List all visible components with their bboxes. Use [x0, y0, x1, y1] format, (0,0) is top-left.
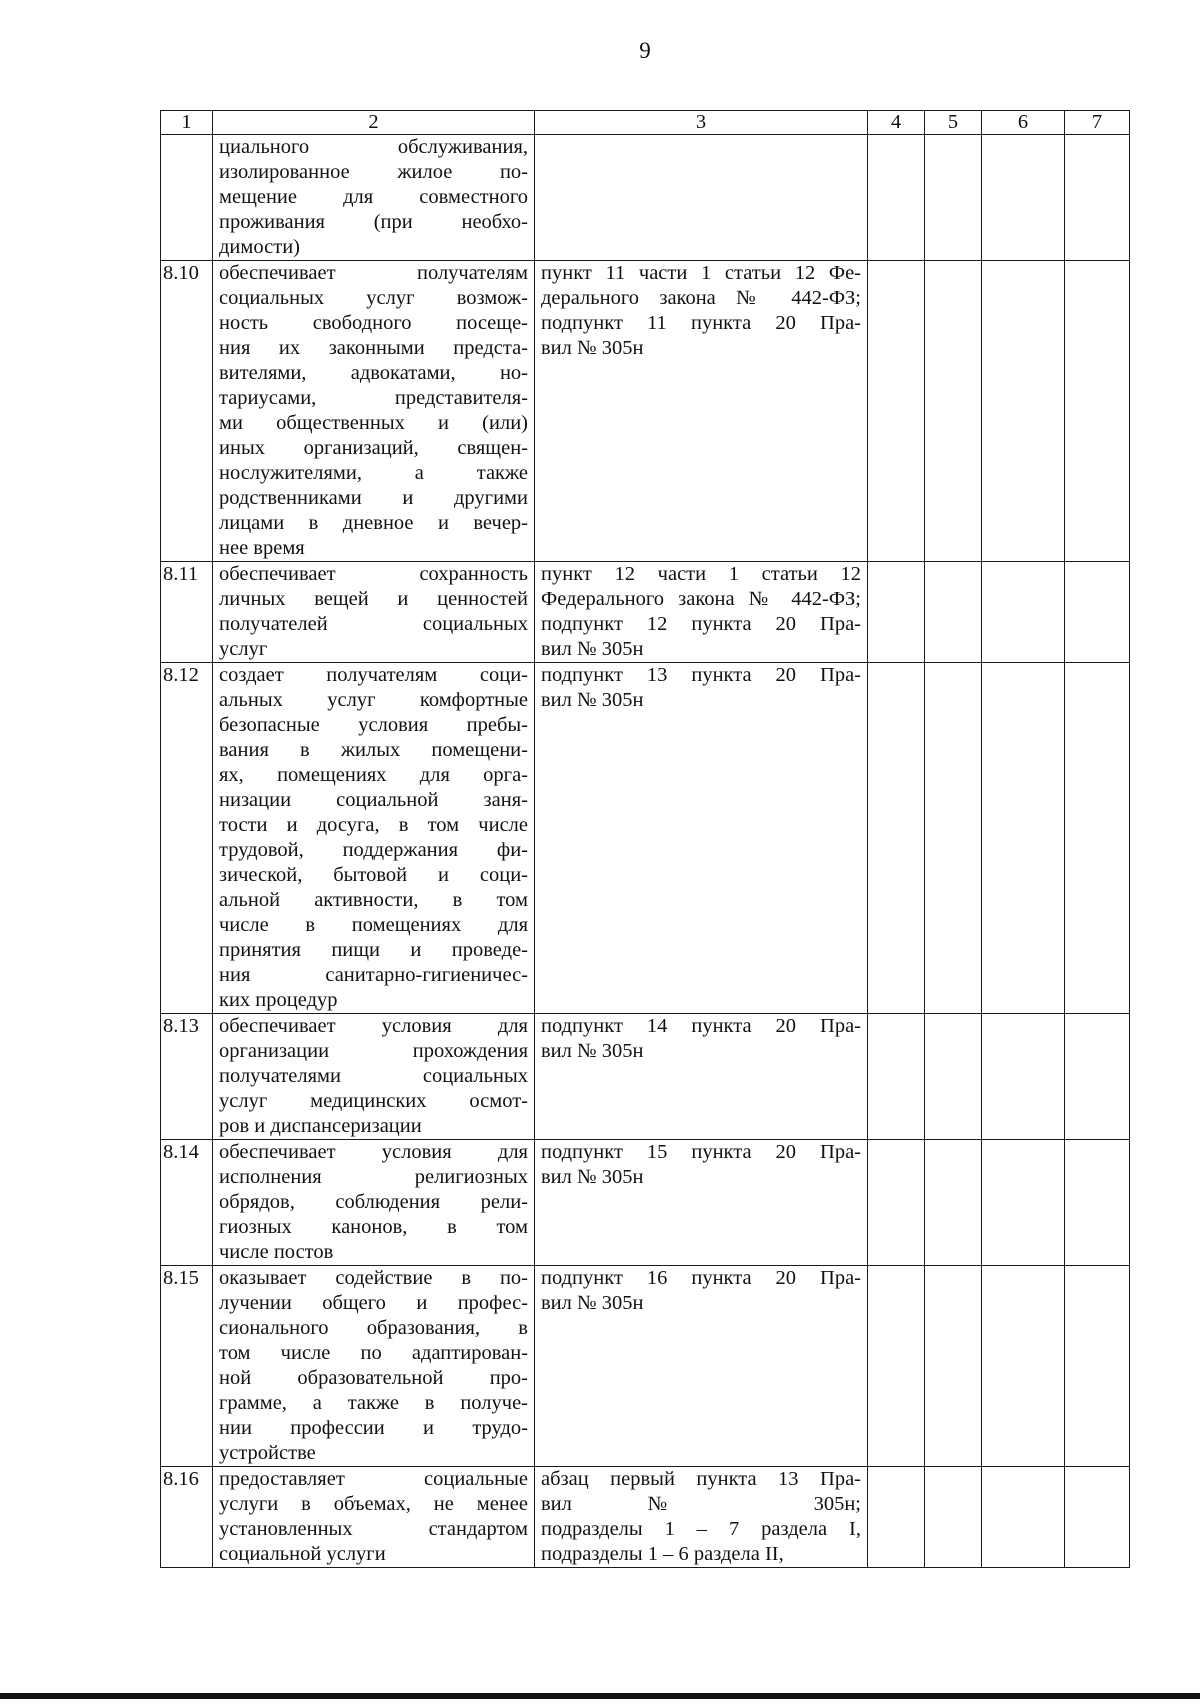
empty-cell-col-6: [982, 1014, 1065, 1140]
reference-line: подпункт 15 пункта 20 Пра-: [541, 1141, 861, 1163]
description-line: альных услуг комфортные: [219, 689, 528, 711]
empty-cell-col-7: [1065, 1014, 1130, 1140]
description-line: создает получателям соци-: [219, 664, 528, 686]
column-header: 1: [161, 111, 213, 135]
reference-line: подпункт 12 пункта 20 Пра-: [541, 613, 861, 635]
description-line: получателями социальных: [219, 1065, 528, 1087]
reference-line: подпункт 14 пункта 20 Пра-: [541, 1015, 861, 1037]
description-line: личных вещей и ценностей: [219, 588, 528, 610]
description-line: трудовой, поддержания фи-: [219, 839, 528, 861]
description-line: ность свободного посеще-: [219, 312, 528, 334]
requirement-description-cell: [213, 562, 535, 663]
empty-cell-col-4: [868, 135, 925, 261]
empty-cell-col-4: [868, 261, 925, 562]
empty-cell-col-7: [1065, 663, 1130, 1014]
description-line: нослужителями, а также: [219, 462, 528, 484]
empty-cell-col-6: [982, 135, 1065, 261]
row-number-cell: 8.11: [161, 562, 213, 663]
row-number-cell: 8.16: [161, 1467, 213, 1568]
description-line: обеспечивает условия для: [219, 1015, 528, 1037]
description-line: вания в жилых помещени-: [219, 739, 528, 761]
row-number-cell: 8.14: [161, 1140, 213, 1266]
empty-cell-col-6: [982, 1266, 1065, 1467]
empty-cell-col-5: [925, 1266, 982, 1467]
column-header: 5: [925, 111, 982, 135]
description-line: ния их законными предста-: [219, 337, 528, 359]
empty-cell-col-4: [868, 1467, 925, 1568]
reference-line: Федерального закона № 442-ФЗ;: [541, 588, 861, 610]
reference-line: дерального закона № 442-ФЗ;: [541, 287, 861, 309]
requirement-description-cell: [213, 261, 535, 562]
empty-cell-col-4: [868, 562, 925, 663]
empty-cell-col-7: [1065, 1467, 1130, 1568]
requirement-description-cell: [213, 1014, 535, 1140]
reference-line: подпункт 16 пункта 20 Пра-: [541, 1267, 861, 1289]
requirement-description-cell: [213, 1140, 535, 1266]
requirement-description-cell: [213, 135, 535, 261]
reference-line: подразделы 1 – 7 раздела I,: [541, 1518, 861, 1540]
reference-line: подразделы 1 – 6 раздела II,: [541, 1543, 784, 1565]
table-row: [161, 1140, 1130, 1266]
description-line: зической, бытовой и соци-: [219, 864, 528, 886]
description-line: устройстве: [219, 1442, 316, 1464]
description-line: ми общественных и (или): [219, 412, 528, 434]
requirements-table: [160, 110, 1130, 1568]
empty-cell-col-4: [868, 1140, 925, 1266]
description-line: сионального образования, в: [219, 1317, 528, 1339]
reference-line: подпункт 11 пункта 20 Пра-: [541, 312, 861, 334]
reference-line: вил № 305н: [541, 1040, 644, 1062]
description-line: ров и диспансеризации: [219, 1115, 422, 1137]
reference-line: вил № 305н: [541, 638, 644, 660]
row-number-cell: [161, 135, 213, 261]
description-line: лицами в дневное и вечер-: [219, 512, 528, 534]
description-line: организации прохождения: [219, 1040, 528, 1062]
table-header-row: [161, 111, 1130, 135]
empty-cell-col-7: [1065, 261, 1130, 562]
description-line: нее время: [219, 537, 305, 559]
column-header: 4: [868, 111, 925, 135]
empty-cell-col-7: [1065, 1140, 1130, 1266]
legal-reference-cell: [535, 1266, 868, 1467]
legal-reference-cell: [535, 261, 868, 562]
description-line: услуг медицинских осмот-: [219, 1090, 528, 1112]
description-line: циального обслуживания,: [219, 136, 528, 158]
table-row: [161, 135, 1130, 261]
requirement-description-cell: [213, 663, 535, 1014]
description-line: гиозных канонов, в том: [219, 1216, 528, 1238]
description-line: числе в помещениях для: [219, 914, 528, 936]
description-line: получателей социальных: [219, 613, 528, 635]
description-line: обеспечивает получателям: [219, 262, 528, 284]
legal-reference-cell: [535, 562, 868, 663]
row-number-cell: 8.13: [161, 1014, 213, 1140]
table-row: [161, 663, 1130, 1014]
description-line: услуг: [219, 638, 268, 660]
empty-cell-col-5: [925, 663, 982, 1014]
description-line: тости и досуга, в том числе: [219, 814, 528, 836]
empty-cell-col-6: [982, 562, 1065, 663]
empty-cell-col-7: [1065, 135, 1130, 261]
description-line: безопасные условия пребы-: [219, 714, 528, 736]
column-header: 6: [982, 111, 1065, 135]
empty-cell-col-5: [925, 1014, 982, 1140]
description-line: ях, помещениях для орга-: [219, 764, 528, 786]
empty-cell-col-6: [982, 1140, 1065, 1266]
empty-cell-col-7: [1065, 562, 1130, 663]
row-number-cell: 8.12: [161, 663, 213, 1014]
empty-cell-col-4: [868, 1014, 925, 1140]
reference-line: вил № 305н: [541, 1166, 644, 1188]
description-line: принятия пищи и проведе-: [219, 939, 528, 961]
empty-cell-col-7: [1065, 1266, 1130, 1467]
empty-cell-col-5: [925, 1467, 982, 1568]
description-line: низации социальной заня-: [219, 789, 528, 811]
column-header: 7: [1065, 111, 1130, 135]
table-row: [161, 562, 1130, 663]
requirement-description-cell: [213, 1266, 535, 1467]
description-line: изолированное жилое по-: [219, 161, 528, 183]
description-line: оказывает содействие в по-: [219, 1267, 528, 1289]
description-line: установленных стандартом: [219, 1518, 528, 1540]
reference-line: подпункт 13 пункта 20 Пра-: [541, 664, 861, 686]
legal-reference-cell: [535, 1140, 868, 1266]
description-line: иных организаций, священ-: [219, 437, 528, 459]
description-line: альной активности, в том: [219, 889, 528, 911]
empty-cell-col-4: [868, 1266, 925, 1467]
table-row: [161, 261, 1130, 562]
reference-line: вил № 305н: [541, 689, 644, 711]
description-line: услуги в объемах, не менее: [219, 1493, 528, 1515]
description-line: социальной услуги: [219, 1543, 386, 1565]
legal-reference-cell: [535, 135, 868, 261]
description-line: нии профессии и трудо-: [219, 1417, 528, 1439]
reference-line: вил № 305н: [541, 337, 644, 359]
column-header: 3: [535, 111, 868, 135]
empty-cell-col-6: [982, 261, 1065, 562]
reference-line: пункт 11 части 1 статьи 12 Фе-: [541, 262, 861, 284]
description-line: социальных услуг возмож-: [219, 287, 528, 309]
empty-cell-col-5: [925, 135, 982, 261]
description-line: родственниками и другими: [219, 487, 528, 509]
row-number-cell: 8.15: [161, 1266, 213, 1467]
description-line: предоставляет социальные: [219, 1468, 528, 1490]
description-line: грамме, а также в получе-: [219, 1392, 528, 1414]
description-line: исполнения религиозных: [219, 1166, 528, 1188]
legal-reference-cell: [535, 1014, 868, 1140]
empty-cell-col-6: [982, 663, 1065, 1014]
reference-line: абзац первый пункта 13 Пра-: [541, 1468, 861, 1490]
description-line: числе постов: [219, 1241, 334, 1263]
empty-cell-col-4: [868, 663, 925, 1014]
row-number-cell: 8.10: [161, 261, 213, 562]
description-line: том числе по адаптирован-: [219, 1342, 528, 1364]
empty-cell-col-5: [925, 1140, 982, 1266]
description-line: обеспечивает условия для: [219, 1141, 528, 1163]
description-line: димости): [219, 236, 300, 258]
description-line: вителями, адвокатами, но-: [219, 362, 528, 384]
column-header: 2: [213, 111, 535, 135]
empty-cell-col-6: [982, 1467, 1065, 1568]
bottom-border-line: [0, 1693, 1200, 1699]
description-line: обрядов, соблюдения рели-: [219, 1191, 528, 1213]
table-row: [161, 1266, 1130, 1467]
table-row: [161, 1014, 1130, 1140]
description-line: ния санитарно-гигиеничес-: [219, 964, 528, 986]
table-row: [161, 1467, 1130, 1568]
description-line: ких процедур: [219, 989, 338, 1011]
empty-cell-col-5: [925, 562, 982, 663]
description-line: лучении общего и профес-: [219, 1292, 528, 1314]
empty-cell-col-5: [925, 261, 982, 562]
reference-line: пункт 12 части 1 статьи 12: [541, 563, 861, 585]
description-line: тариусами, представителя-: [219, 387, 528, 409]
legal-reference-cell: [535, 1467, 868, 1568]
description-line: проживания (при необхо-: [219, 211, 528, 233]
legal-reference-cell: [535, 663, 868, 1014]
description-line: ной образовательной про-: [219, 1367, 528, 1389]
page-number: 9: [639, 38, 651, 63]
reference-line: вил № 305н: [541, 1292, 644, 1314]
description-line: мещение для совместного: [219, 186, 528, 208]
reference-line: вил № 305н;: [541, 1493, 861, 1515]
requirement-description-cell: [213, 1467, 535, 1568]
description-line: обеспечивает сохранность: [219, 563, 528, 585]
